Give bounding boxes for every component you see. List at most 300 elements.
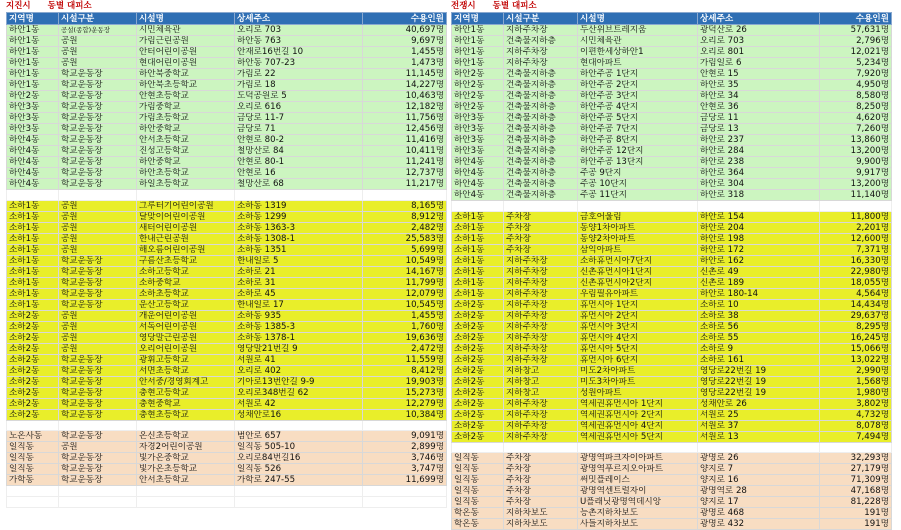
cell-address: 하안로 284 bbox=[698, 146, 820, 157]
cell-address: 금당로 11 bbox=[698, 113, 820, 124]
cell-address: 하안로 162 bbox=[698, 255, 820, 266]
cell-facility-type: 학교운동장 bbox=[59, 277, 137, 288]
table-row bbox=[452, 222, 892, 233]
cell-capacity: 12,737명 bbox=[363, 168, 447, 179]
cell-capacity bbox=[363, 486, 447, 497]
cell-facility-type: 지하주차장 bbox=[504, 299, 578, 310]
cell-capacity: 15,066명 bbox=[820, 343, 892, 354]
cell-capacity: 25,583명 bbox=[363, 233, 447, 244]
panel-title-main: 지진시 bbox=[6, 1, 31, 11]
table-row bbox=[452, 365, 892, 376]
cell-facility-type: 학교운동장 bbox=[59, 157, 137, 168]
cell-region: 하안3동 bbox=[7, 102, 59, 113]
cell-address: 서원로 41 bbox=[235, 354, 363, 365]
cell-capacity: 19,636명 bbox=[363, 332, 447, 343]
cell-facility-name: 현대아파트 bbox=[578, 58, 698, 69]
cell-address: 영당로22번길 19 bbox=[698, 387, 820, 398]
cell-region: 소하1동 bbox=[452, 244, 504, 255]
cell-region: 소하2동 bbox=[7, 387, 59, 398]
table-row bbox=[452, 376, 892, 387]
cell-region: 하안3동 bbox=[452, 124, 504, 135]
cell-address: 금당로 11-7 bbox=[235, 113, 363, 124]
cell-region: 노온사동 bbox=[7, 431, 59, 442]
cell-capacity: 12,079명 bbox=[363, 288, 447, 299]
table-row bbox=[452, 321, 892, 332]
cell-facility-name: 소하초등학교 bbox=[137, 288, 235, 299]
cell-facility-type: 공원 bbox=[59, 211, 137, 222]
table-row bbox=[7, 58, 447, 69]
cell-facility-name: 가림근린공원 bbox=[137, 36, 235, 47]
cell-facility-type: 건축물지하층 bbox=[504, 157, 578, 168]
cell-address: 하안로 304 bbox=[698, 179, 820, 190]
cell-facility-name bbox=[137, 497, 235, 508]
table-row bbox=[452, 124, 892, 135]
cell-facility-name: 충현고등학교 bbox=[137, 387, 235, 398]
cell-facility-type: 지하주차장 bbox=[504, 25, 578, 36]
cell-address: 영당로22번길 19 bbox=[698, 365, 820, 376]
cell-facility-name: 금호어울림 bbox=[578, 211, 698, 222]
cell-address: 신촌로 189 bbox=[698, 277, 820, 288]
cell-facility-type: 공원 bbox=[59, 321, 137, 332]
cell-facility-name: 주공 10단지 bbox=[578, 179, 698, 190]
cell-facility-type: 주차장 bbox=[504, 233, 578, 244]
cell-region: 하안4동 bbox=[7, 168, 59, 179]
cell-region bbox=[7, 497, 59, 508]
table-row bbox=[7, 376, 447, 387]
cell-capacity: 57,631명 bbox=[820, 25, 892, 36]
cell-address: 소하동 1308-1 bbox=[235, 233, 363, 244]
cell-facility-name: 하안주공 2단지 bbox=[578, 80, 698, 91]
cell-facility-name: 해오름어린이공원 bbox=[137, 244, 235, 255]
table-row bbox=[452, 190, 892, 201]
cell-region bbox=[7, 190, 59, 201]
table-row bbox=[7, 464, 447, 475]
cell-region: 일직동 bbox=[452, 497, 504, 508]
cell-address: 양지로 17 bbox=[698, 497, 820, 508]
cell-capacity: 2,899명 bbox=[363, 442, 447, 453]
cell-facility-name: 휴먼시아 6단지 bbox=[578, 354, 698, 365]
cell-capacity: 1,455명 bbox=[363, 310, 447, 321]
cell-address: 소하로 10 bbox=[698, 299, 820, 310]
cell-capacity: 8,412명 bbox=[363, 365, 447, 376]
table-row bbox=[452, 497, 892, 508]
cell-region: 소하2동 bbox=[452, 354, 504, 365]
cell-address: 하안동 707-23 bbox=[235, 58, 363, 69]
cell-facility-name: 하안주공 13단지 bbox=[578, 157, 698, 168]
table-row bbox=[7, 102, 447, 113]
column-header: 수용인원 bbox=[363, 13, 447, 25]
cell-region: 하안3동 bbox=[7, 113, 59, 124]
cell-capacity bbox=[363, 420, 447, 431]
cell-capacity: 1,980명 bbox=[820, 387, 892, 398]
cell-capacity: 2,482명 bbox=[363, 222, 447, 233]
table-row bbox=[7, 321, 447, 332]
cell-facility-name: 광휘고등학교 bbox=[137, 354, 235, 365]
cell-facility-name bbox=[137, 486, 235, 497]
cell-address: 하안로 198 bbox=[698, 233, 820, 244]
table-row bbox=[7, 135, 447, 146]
earthquake-shelter-panel bbox=[6, 0, 446, 508]
cell-capacity bbox=[363, 497, 447, 508]
cell-facility-type: 건축물지하층 bbox=[504, 91, 578, 102]
cell-facility-type: 학교운동장 bbox=[59, 354, 137, 365]
cell-region: 일직동 bbox=[452, 464, 504, 475]
cell-capacity: 10,549명 bbox=[363, 255, 447, 266]
table-row bbox=[452, 211, 892, 222]
table-header-row bbox=[7, 13, 447, 25]
table-row bbox=[452, 409, 892, 420]
cell-capacity: 13,860명 bbox=[820, 135, 892, 146]
cell-address: 광명로 468 bbox=[698, 508, 820, 519]
cell-facility-name: 휴먼시아 4단지 bbox=[578, 332, 698, 343]
cell-region: 소하1동 bbox=[452, 277, 504, 288]
cell-address: 소하로 45 bbox=[235, 288, 363, 299]
cell-capacity: 8,250명 bbox=[820, 102, 892, 113]
table-row bbox=[7, 25, 447, 36]
cell-region: 소하2동 bbox=[7, 321, 59, 332]
table-row bbox=[452, 519, 892, 530]
cell-facility-type: 학교운동장 bbox=[59, 453, 137, 464]
cell-address: 오리로 801 bbox=[698, 47, 820, 58]
cell-address: 소하동 935 bbox=[235, 310, 363, 321]
cell-address: 하안로 35 bbox=[698, 80, 820, 91]
table-row bbox=[7, 124, 447, 135]
cell-capacity: 32,293명 bbox=[820, 453, 892, 464]
cell-capacity: 11,241명 bbox=[363, 157, 447, 168]
cell-region: 소하2동 bbox=[452, 387, 504, 398]
cell-region: 소하1동 bbox=[7, 255, 59, 266]
cell-region: 소하2동 bbox=[452, 398, 504, 409]
cell-region: 하안2동 bbox=[7, 91, 59, 102]
cell-region: 소하1동 bbox=[452, 255, 504, 266]
cell-address: 소하동 1363-3 bbox=[235, 222, 363, 233]
cell-address: 소하로 9 bbox=[698, 343, 820, 354]
cell-facility-name: 안서초등학교 bbox=[137, 475, 235, 486]
cell-facility-type: 주차장 bbox=[504, 222, 578, 233]
cell-capacity: 8,078명 bbox=[820, 420, 892, 431]
cell-capacity: 47,168명 bbox=[820, 486, 892, 497]
cell-capacity: 2,796명 bbox=[820, 36, 892, 47]
cell-address: 안현로 36 bbox=[698, 102, 820, 113]
panel-title bbox=[451, 0, 891, 12]
cell-address: 영당로22번길 19 bbox=[698, 376, 820, 387]
cell-facility-name: 하안주공 1단지 bbox=[578, 69, 698, 80]
cell-facility-type: 건축물지하층 bbox=[504, 69, 578, 80]
cell-facility-type: 공원 bbox=[59, 58, 137, 69]
cell-region: 소하1동 bbox=[7, 299, 59, 310]
table-row bbox=[7, 211, 447, 222]
cell-capacity: 14,434명 bbox=[820, 299, 892, 310]
cell-region: 소하2동 bbox=[7, 332, 59, 343]
cell-capacity: 18,055명 bbox=[820, 277, 892, 288]
cell-facility-name: 광명역푸르지오아파트 bbox=[578, 464, 698, 475]
cell-capacity: 4,564명 bbox=[820, 288, 892, 299]
cell-facility-type: 주차장 bbox=[504, 486, 578, 497]
cell-facility-name: 하안주공 4단지 bbox=[578, 102, 698, 113]
cell-address: 안현로 80-2 bbox=[235, 135, 363, 146]
cell-facility-name: 하안중학교 bbox=[137, 157, 235, 168]
cell-address: 성채안로16 bbox=[235, 409, 363, 420]
cell-address: 서원로 42 bbox=[235, 398, 363, 409]
cell-facility-type: 건축물지하층 bbox=[504, 36, 578, 47]
cell-capacity: 2,201명 bbox=[820, 222, 892, 233]
table-row bbox=[7, 157, 447, 168]
cell-region: 소하1동 bbox=[452, 211, 504, 222]
cell-address bbox=[235, 420, 363, 431]
cell-address: 금당로 13 bbox=[698, 124, 820, 135]
cell-capacity: 8,165명 bbox=[363, 200, 447, 211]
cell-region: 소하1동 bbox=[7, 244, 59, 255]
cell-facility-name: 달맞이어린이공원 bbox=[137, 211, 235, 222]
table-row bbox=[452, 343, 892, 354]
cell-facility-name: 하안주공 3단지 bbox=[578, 91, 698, 102]
cell-capacity: 11,217명 bbox=[363, 179, 447, 190]
cell-facility-type: 건축물지하층 bbox=[504, 146, 578, 157]
cell-region: 소하1동 bbox=[7, 222, 59, 233]
table-row bbox=[7, 255, 447, 266]
table-row bbox=[452, 91, 892, 102]
table-row bbox=[7, 179, 447, 190]
cell-facility-type: 지하주차장 bbox=[504, 332, 578, 343]
cell-region bbox=[7, 420, 59, 431]
cell-address: 철망산로 68 bbox=[235, 179, 363, 190]
cell-region: 소하1동 bbox=[452, 288, 504, 299]
cell-capacity: 11,416명 bbox=[363, 135, 447, 146]
cell-facility-type: 공원 bbox=[59, 442, 137, 453]
cell-facility-name: 소하고등학교 bbox=[137, 266, 235, 277]
cell-facility-type: 지하주차장 bbox=[504, 47, 578, 58]
cell-address: 하안로 237 bbox=[698, 135, 820, 146]
column-header: 지역명 bbox=[7, 13, 59, 25]
cell-capacity bbox=[820, 442, 892, 453]
war-shelter-table bbox=[451, 12, 892, 530]
cell-capacity: 1,760명 bbox=[363, 321, 447, 332]
cell-address: 한내일로 17 bbox=[235, 299, 363, 310]
cell-facility-name: 오리어린이공원 bbox=[137, 343, 235, 354]
cell-address: 소하동 1299 bbox=[235, 211, 363, 222]
cell-facility-type: 공설(종합)운동장 bbox=[59, 25, 137, 36]
cell-capacity: 8,580명 bbox=[820, 91, 892, 102]
cell-capacity: 16,330명 bbox=[820, 255, 892, 266]
cell-facility-type: 지하주차장 bbox=[504, 343, 578, 354]
cell-facility-type: 학교운동장 bbox=[59, 69, 137, 80]
cell-facility-type: 학교운동장 bbox=[59, 376, 137, 387]
cell-facility-name bbox=[578, 201, 698, 212]
cell-region: 소하2동 bbox=[452, 332, 504, 343]
cell-facility-type: 공원 bbox=[59, 244, 137, 255]
cell-facility-name: 우림필유아파트 bbox=[578, 288, 698, 299]
cell-address: 소하동 1385-3 bbox=[235, 321, 363, 332]
earthquake-shelter-table bbox=[6, 12, 447, 508]
cell-region: 하안3동 bbox=[452, 113, 504, 124]
table-row bbox=[452, 277, 892, 288]
cell-region: 소하1동 bbox=[452, 266, 504, 277]
cell-address: 광명로 26 bbox=[698, 453, 820, 464]
cell-region: 하안4동 bbox=[7, 146, 59, 157]
cell-facility-name: 가림중학교 bbox=[137, 102, 235, 113]
spacer-row bbox=[7, 420, 447, 431]
cell-region: 소하1동 bbox=[7, 200, 59, 211]
cell-capacity: 8,295명 bbox=[820, 321, 892, 332]
cell-facility-name: 역세권휴먼시아 1단지 bbox=[578, 398, 698, 409]
table-row bbox=[7, 343, 447, 354]
cell-address: 소하로 161 bbox=[698, 354, 820, 365]
cell-region: 학온동 bbox=[452, 508, 504, 519]
table-row bbox=[7, 80, 447, 91]
table-row bbox=[452, 431, 892, 442]
cell-facility-type: 지하차보도 bbox=[504, 508, 578, 519]
cell-facility-name: 빛가온초등학교 bbox=[137, 464, 235, 475]
cell-region: 하안1동 bbox=[7, 25, 59, 36]
cell-address: 서원로 37 bbox=[698, 420, 820, 431]
table-row bbox=[452, 233, 892, 244]
table-row bbox=[7, 387, 447, 398]
cell-facility-name: 충현초등학교 bbox=[137, 409, 235, 420]
cell-region: 하안1동 bbox=[7, 47, 59, 58]
cell-capacity: 13,200명 bbox=[820, 179, 892, 190]
cell-facility-name bbox=[137, 420, 235, 431]
cell-facility-name: 휴먼시아 2단지 bbox=[578, 310, 698, 321]
cell-address: 양지로 7 bbox=[698, 464, 820, 475]
cell-address bbox=[235, 486, 363, 497]
cell-region: 일직동 bbox=[7, 442, 59, 453]
cell-capacity: 11,145명 bbox=[363, 69, 447, 80]
cell-region: 소하1동 bbox=[7, 211, 59, 222]
cell-address bbox=[698, 201, 820, 212]
cell-address: 광명로 432 bbox=[698, 519, 820, 530]
cell-capacity: 4,620명 bbox=[820, 113, 892, 124]
cell-region: 하안1동 bbox=[452, 58, 504, 69]
column-header: 시설구분 bbox=[59, 13, 137, 25]
table-row bbox=[452, 464, 892, 475]
cell-capacity: 1,473명 bbox=[363, 58, 447, 69]
cell-region: 하안3동 bbox=[452, 146, 504, 157]
cell-address: 안재로16번길 10 bbox=[235, 47, 363, 58]
cell-capacity: 3,747명 bbox=[363, 464, 447, 475]
cell-facility-type: 공원 bbox=[59, 343, 137, 354]
table-row bbox=[452, 398, 892, 409]
cell-region: 하안1동 bbox=[452, 25, 504, 36]
cell-facility-type: 지하주차장 bbox=[504, 431, 578, 442]
cell-capacity: 7,494명 bbox=[820, 431, 892, 442]
cell-address bbox=[698, 442, 820, 453]
cell-address: 철망산로 84 bbox=[235, 146, 363, 157]
cell-region: 소하2동 bbox=[452, 310, 504, 321]
cell-capacity: 13,022명 bbox=[820, 354, 892, 365]
cell-address: 오리로84번길16 bbox=[235, 453, 363, 464]
panel-title-sub: 동별 대피소 bbox=[492, 1, 537, 11]
cell-capacity: 40,697명 bbox=[363, 25, 447, 36]
cell-region: 소하2동 bbox=[7, 310, 59, 321]
table-row bbox=[7, 409, 447, 420]
cell-capacity: 14,227명 bbox=[363, 80, 447, 91]
cell-capacity: 4,950명 bbox=[820, 80, 892, 91]
cell-facility-name: 자경2어린이공원 bbox=[137, 442, 235, 453]
cell-facility-name: 한내근린공원 bbox=[137, 233, 235, 244]
cell-facility-name: 현대어린이공원 bbox=[137, 58, 235, 69]
spacer-row bbox=[452, 442, 892, 453]
cell-address: 가림일로 6 bbox=[698, 58, 820, 69]
cell-facility-type: 지하주차장 bbox=[504, 354, 578, 365]
cell-facility-type: 주차장 bbox=[504, 244, 578, 255]
cell-facility-name: 써밋플레이스 bbox=[578, 475, 698, 486]
cell-facility-type: 학교운동장 bbox=[59, 146, 137, 157]
cell-facility-type: 학교운동장 bbox=[59, 464, 137, 475]
cell-capacity: 11,799명 bbox=[363, 277, 447, 288]
table-row bbox=[7, 47, 447, 58]
panel-title-sub: 동별 대피소 bbox=[47, 1, 92, 11]
cell-address: 소하동 1351 bbox=[235, 244, 363, 255]
table-row bbox=[7, 288, 447, 299]
cell-address: 하안로 154 bbox=[698, 211, 820, 222]
table-row bbox=[452, 69, 892, 80]
table-row bbox=[452, 288, 892, 299]
cell-capacity: 4,732명 bbox=[820, 409, 892, 420]
cell-region: 소하2동 bbox=[452, 365, 504, 376]
cell-facility-type: 주차장 bbox=[504, 475, 578, 486]
cell-facility-name: 온신초등학교 bbox=[137, 431, 235, 442]
table-row bbox=[7, 277, 447, 288]
cell-facility-name: 하안주공 7단지 bbox=[578, 124, 698, 135]
cell-facility-type: 주차장 bbox=[504, 453, 578, 464]
table-row bbox=[7, 332, 447, 343]
table-row bbox=[7, 200, 447, 211]
cell-facility-name: 능촌지하차보도 bbox=[578, 508, 698, 519]
cell-address: 안현로 15 bbox=[698, 69, 820, 80]
panel-title-main: 전쟁시 bbox=[451, 1, 476, 11]
cell-capacity: 7,920명 bbox=[820, 69, 892, 80]
table-row bbox=[7, 365, 447, 376]
column-header: 시설명 bbox=[578, 13, 698, 25]
cell-region: 소하2동 bbox=[7, 376, 59, 387]
cell-facility-name: 주공 9단지 bbox=[578, 168, 698, 179]
cell-facility-type: 학교운동장 bbox=[59, 255, 137, 266]
cell-facility-name: 하안북초등학교 bbox=[137, 80, 235, 91]
cell-region bbox=[452, 442, 504, 453]
column-header: 수용인원 bbox=[820, 13, 892, 25]
cell-facility-name bbox=[578, 442, 698, 453]
cell-facility-type: 학교운동장 bbox=[59, 365, 137, 376]
cell-facility-type: 공원 bbox=[59, 47, 137, 58]
panel-title bbox=[6, 0, 446, 12]
table-row bbox=[452, 299, 892, 310]
cell-capacity: 16,245명 bbox=[820, 332, 892, 343]
cell-capacity: 12,021명 bbox=[820, 47, 892, 58]
cell-region: 하안1동 bbox=[7, 80, 59, 91]
cell-facility-type: 건축물지하층 bbox=[504, 113, 578, 124]
cell-capacity: 11,756명 bbox=[363, 113, 447, 124]
cell-facility-type: 학교운동장 bbox=[59, 102, 137, 113]
cell-facility-name: 서독어린이공원 bbox=[137, 321, 235, 332]
cell-region: 소하2동 bbox=[452, 376, 504, 387]
cell-facility-name: 광명역센트럴자이 bbox=[578, 486, 698, 497]
cell-address: 가림로 18 bbox=[235, 80, 363, 91]
cell-address: 성채안로 26 bbox=[698, 398, 820, 409]
cell-facility-name: 동양2차아파트 bbox=[578, 233, 698, 244]
table-row bbox=[452, 486, 892, 497]
cell-address: 하안로 238 bbox=[698, 157, 820, 168]
cell-facility-type: 건축물지하층 bbox=[504, 179, 578, 190]
cell-facility-type: 학교운동장 bbox=[59, 179, 137, 190]
cell-region: 소하2동 bbox=[7, 409, 59, 420]
cell-facility-type: 학교운동장 bbox=[59, 168, 137, 179]
cell-facility-name: 충현중학교 bbox=[137, 398, 235, 409]
column-header: 상세주소 bbox=[235, 13, 363, 25]
cell-facility-type: 건축물지하층 bbox=[504, 124, 578, 135]
cell-region bbox=[7, 486, 59, 497]
cell-capacity: 13,200명 bbox=[820, 146, 892, 157]
cell-capacity: 10,545명 bbox=[363, 299, 447, 310]
